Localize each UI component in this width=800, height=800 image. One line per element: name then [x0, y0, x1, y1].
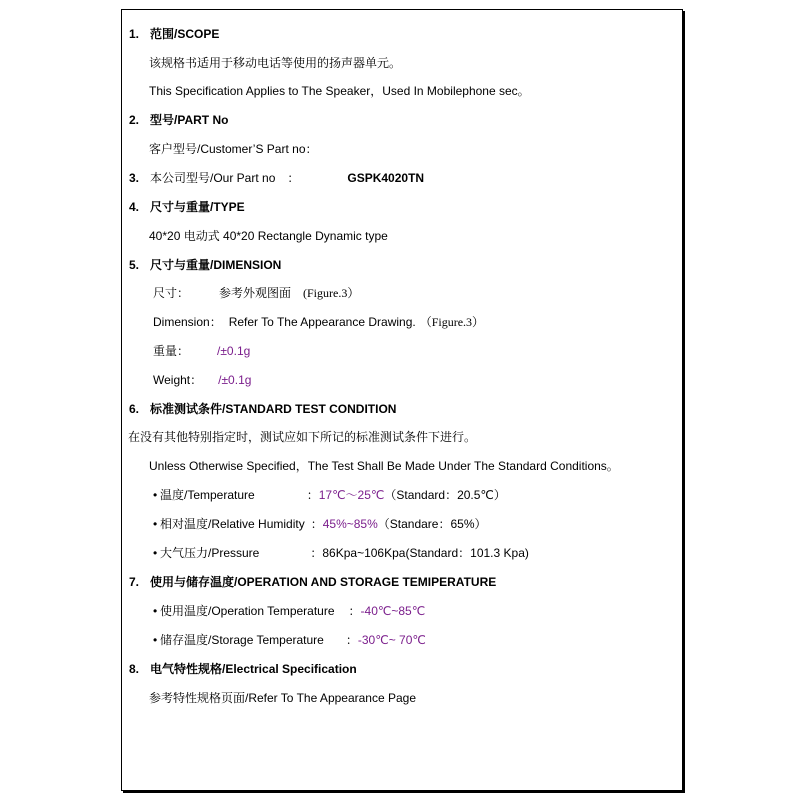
colon: ：: [306, 488, 319, 502]
weight-en-line: [153, 373, 251, 387]
humidity-label: 相对温度/Relative Humidity: [160, 517, 305, 531]
section-7-heading: [129, 575, 496, 589]
section-title: 范围/SCOPE: [150, 27, 220, 41]
dimension-en-line: [153, 315, 484, 329]
section-1-heading: [129, 27, 219, 41]
colon: ：: [310, 517, 323, 531]
section-8-heading: [129, 662, 357, 676]
weight-cn-value: /±0.1g: [217, 344, 251, 358]
operation-temp-value: -40℃~85℃: [360, 604, 426, 618]
scope-line-cn: 该规格书适用于移动电话等使用的扬声器单元。: [149, 56, 402, 70]
type-line: 40*20 电动式 40*20 Rectangle Dynamic type: [149, 229, 388, 243]
section-title: 尺寸与重量/TYPE: [150, 200, 245, 214]
section-number: 5.: [129, 258, 140, 272]
section-3-line: [129, 171, 424, 185]
section-number: 6.: [129, 402, 140, 416]
bullet-icon: •: [153, 604, 158, 618]
scope-line-en: This Specification Applies to The Speaker，Used In Mobilephone sec。: [149, 84, 530, 98]
storage-temp-label: 储存温度/Storage Temperature: [160, 633, 324, 647]
bullet-icon: •: [153, 488, 158, 502]
weight-en-label: Weight：: [153, 373, 203, 387]
temperature-value: 17℃～25℃: [318, 488, 385, 502]
section-number: 8.: [129, 662, 140, 676]
section-5-heading: [129, 258, 281, 272]
section-2-heading: [129, 113, 228, 127]
storage-temp-line: [153, 633, 426, 647]
section-title: 使用与储存温度/OPERATION AND STORAGE TEMIPERATURE: [150, 575, 497, 589]
customer-part-line: 客户型号/Customer’S Part no：: [149, 142, 318, 156]
section-number: 4.: [129, 200, 140, 214]
section-4-heading: [129, 200, 245, 214]
section-title: 电气特性规格/Electrical Specification: [150, 662, 357, 676]
bullet-icon: •: [153, 546, 158, 560]
test-condition-line-en: Unless Otherwise Specified，The Test Shall Be Made Under The Standard Conditions。: [149, 459, 619, 473]
section-number: 3.: [129, 171, 140, 185]
section-title: 尺寸与重量/DIMENSION: [150, 258, 282, 272]
bullet-icon: •: [153, 633, 158, 647]
temperature-label: 温度/Temperature: [160, 488, 255, 502]
electrical-spec-line: 参考特性规格页面/Refer To The Appearance Page: [149, 691, 417, 705]
section-number: 1.: [129, 27, 140, 41]
humidity-line: [153, 517, 487, 531]
dimension-en-label: Dimension：: [153, 315, 222, 329]
weight-cn-label: 重量：: [153, 344, 190, 358]
pressure-line: [153, 546, 529, 560]
bullet-icon: •: [153, 517, 158, 531]
our-part-label: 本公司型号/Our Part no ：: [150, 171, 300, 185]
section-number: 7.: [129, 575, 140, 589]
section-number: 2.: [129, 113, 140, 127]
pressure-value: 86Kpa~106Kpa(Standard：101.3 Kpa): [322, 546, 529, 560]
page-frame: [121, 9, 683, 791]
colon: ：: [345, 633, 358, 647]
section-title: 标准测试条件/STANDARD TEST CONDITION: [150, 402, 397, 416]
section-title: 型号/PART No: [150, 113, 229, 127]
dimension-cn-value: 参考外观图面 (Figure.3）: [219, 286, 360, 300]
weight-cn-line: [153, 344, 250, 358]
pressure-label: 大气压力/Pressure: [160, 546, 260, 560]
dimension-cn-label: 尺寸：: [153, 286, 190, 300]
humidity-standard: （Standare：65%）: [377, 517, 487, 531]
storage-temp-value: -30℃~ 70℃: [357, 633, 426, 647]
operation-temp-label: 使用温度/Operation Temperature: [160, 604, 335, 618]
temperature-standard: （Standard：20.5℃）: [384, 488, 506, 502]
colon: ：: [310, 546, 323, 560]
section-6-heading: [129, 402, 396, 416]
temperature-line: [153, 488, 506, 502]
operation-temp-line: [153, 604, 425, 618]
dimension-en-figure: （Figure.3）: [419, 315, 485, 329]
test-condition-line-cn: 在没有其他特别指定时，测试应如下所记的标准测试条件下进行。: [128, 430, 477, 444]
dimension-en-value: Refer To The Appearance Drawing.: [228, 315, 416, 329]
colon: ：: [348, 604, 361, 618]
dimension-cn-line: [153, 286, 359, 300]
humidity-value: 45%~85%: [322, 517, 378, 531]
weight-en-value: /±0.1g: [218, 373, 252, 387]
our-part-value: GSPK4020TN: [347, 171, 425, 185]
